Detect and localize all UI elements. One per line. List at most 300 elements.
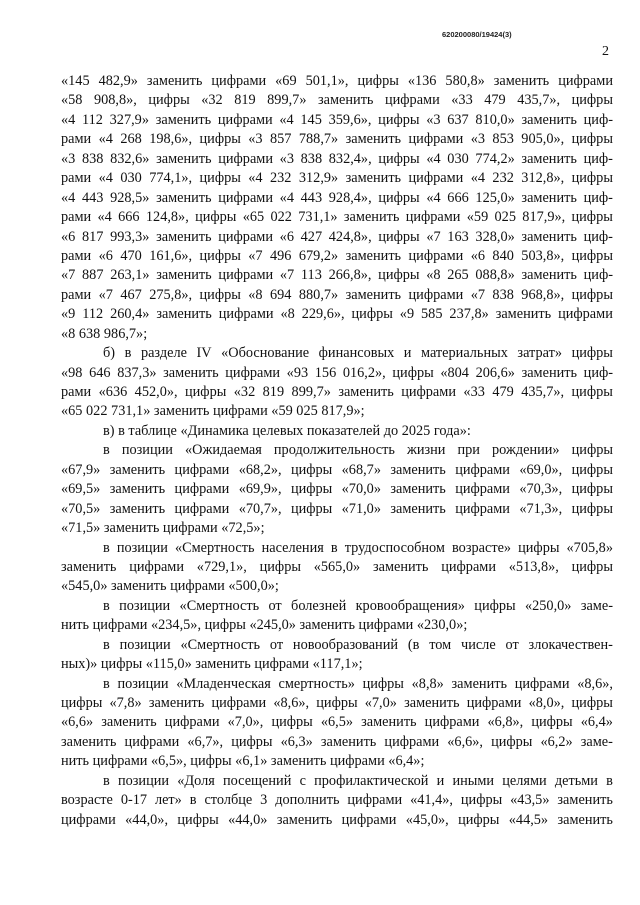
- word: цифры: [259, 558, 301, 575]
- word: «804: [440, 364, 469, 381]
- word: цифрами: [408, 247, 464, 264]
- word: заменить: [155, 111, 212, 128]
- word: позиции: [119, 597, 171, 614]
- word: цифры: [351, 306, 393, 323]
- word: «729,1»,: [196, 558, 247, 575]
- word: 503,8»,: [521, 247, 565, 264]
- word: 229,6»,: [301, 306, 345, 323]
- text-line: [61, 675, 613, 694]
- word: цифры: [316, 695, 358, 711]
- word: заменить: [390, 461, 446, 478]
- word: «145: [61, 73, 90, 89]
- text-line: [61, 364, 613, 383]
- word: «7: [98, 286, 113, 303]
- word: 694: [270, 286, 292, 303]
- word: «33: [463, 384, 485, 400]
- word: цифры: [378, 111, 420, 128]
- word: 899,7»: [291, 384, 331, 400]
- word: материальных: [421, 345, 508, 362]
- word: «68,2»,: [238, 461, 282, 478]
- word: «69,5»: [61, 481, 101, 498]
- word: цифрами: [211, 73, 267, 89]
- word: посещений: [223, 772, 292, 789]
- word: 206,6»: [475, 364, 515, 381]
- word: «8: [280, 306, 295, 323]
- word: цифры: [571, 92, 613, 109]
- word: 501,1»,: [305, 73, 349, 89]
- word: цифрами: [466, 695, 522, 711]
- word: «4: [426, 189, 441, 206]
- word: 496: [270, 247, 292, 264]
- word: «65: [242, 209, 265, 226]
- word: 452,0»,: [134, 384, 178, 400]
- word: 030: [120, 170, 142, 187]
- word: заменить: [101, 714, 157, 731]
- word: «6: [470, 247, 485, 264]
- word: «44,5»: [508, 811, 549, 828]
- word: «70,3»,: [519, 481, 563, 498]
- word: 819: [262, 384, 285, 400]
- word: цифрами: [558, 73, 613, 89]
- word: позиции: [119, 636, 171, 653]
- word: «Доля: [177, 772, 215, 789]
- word: заменить: [521, 228, 577, 245]
- word: заменить: [451, 675, 507, 692]
- word: заменить: [318, 92, 374, 109]
- word: заменить: [109, 500, 166, 517]
- word: 327,9»: [109, 111, 149, 128]
- text-line: [61, 441, 613, 460]
- word: цифрами: [341, 811, 397, 828]
- word: 838: [81, 150, 104, 167]
- word: цифры: [177, 811, 219, 828]
- word: заменить: [345, 131, 402, 148]
- word: «58: [61, 92, 83, 109]
- word: 819: [234, 92, 256, 109]
- word: 479: [484, 92, 506, 109]
- word: «70,5»: [61, 500, 101, 517]
- word: позиции: [117, 772, 170, 789]
- word: цифры: [571, 209, 613, 226]
- word: возрасте: [61, 792, 113, 809]
- word: цифры: [195, 209, 237, 226]
- text-line: [61, 480, 613, 499]
- word: 880,7»: [298, 286, 339, 303]
- word: 482,9»: [98, 73, 138, 89]
- word: заменить: [390, 481, 446, 498]
- word: в: [103, 772, 110, 789]
- word: цифры: [571, 131, 613, 148]
- word: «6: [61, 228, 76, 245]
- word: 666: [118, 209, 140, 226]
- word: «565,0»: [313, 558, 361, 575]
- word: рами: [61, 286, 92, 303]
- word: «43,5»: [510, 792, 550, 809]
- word: цифрами: [558, 306, 613, 323]
- word: 479: [492, 384, 514, 400]
- word: цифры: [357, 73, 399, 89]
- word: 427: [300, 228, 323, 245]
- word: 857: [270, 131, 292, 148]
- word: «45,0»,: [405, 811, 449, 828]
- word: 0-17: [120, 792, 148, 809]
- word: с: [299, 772, 306, 789]
- word: цифрами: [174, 481, 230, 498]
- word: б): [103, 345, 116, 362]
- word: цифры: [474, 597, 516, 614]
- document-body: [61, 72, 613, 830]
- word: заменить: [404, 695, 460, 711]
- word: 112: [82, 111, 103, 128]
- text-line: [61, 791, 613, 810]
- word: «93: [286, 364, 309, 381]
- word: заменить: [557, 811, 613, 828]
- word: заменить: [156, 267, 212, 284]
- word: заменить: [320, 733, 377, 750]
- word: 470: [120, 247, 142, 264]
- word: 232: [270, 170, 292, 187]
- word: цифры: [571, 384, 613, 400]
- word: «8,6»,: [577, 675, 613, 692]
- word: цифрами: [401, 384, 456, 400]
- text-line: [61, 500, 613, 519]
- word: цифрами: [218, 150, 273, 167]
- word: при: [457, 442, 480, 459]
- word: 443: [81, 189, 104, 206]
- text-line: [61, 208, 613, 227]
- word: заменить: [521, 150, 577, 167]
- word: «6: [279, 228, 294, 245]
- word: цифрами: [455, 481, 510, 498]
- word: цифрами: [408, 131, 464, 148]
- word: заменить: [163, 364, 219, 381]
- word: цифрами: [218, 267, 274, 284]
- word: позиции: [117, 675, 169, 692]
- word: цифрами: [218, 306, 274, 323]
- text-line: [61, 266, 613, 285]
- word: цифрами: [129, 558, 185, 575]
- word: 908,8»,: [93, 92, 137, 109]
- word: цифрами: [441, 558, 496, 575]
- word: цифрами: [408, 286, 464, 303]
- word: 968,8»,: [521, 286, 565, 303]
- word: «250,0»: [524, 597, 572, 614]
- word: циф-: [583, 364, 613, 381]
- word: цифры: [362, 675, 404, 692]
- word: «32: [233, 384, 256, 400]
- word: заменить: [372, 558, 429, 575]
- word: в: [103, 636, 110, 653]
- word: рождении»: [492, 442, 560, 459]
- word: цифры: [571, 481, 613, 498]
- word: «7: [426, 228, 441, 245]
- word: 928,4»,: [328, 189, 372, 206]
- word: цифры: [571, 286, 613, 303]
- word: заменить: [345, 247, 402, 264]
- word: возрасте»: [452, 539, 512, 556]
- page-number: 2: [602, 44, 609, 59]
- word: цифры: [571, 461, 613, 478]
- word: цифрами: [347, 792, 403, 809]
- word: «6,7»,: [187, 733, 224, 750]
- word: цифрами: [61, 811, 116, 828]
- word: 424,8»,: [328, 228, 372, 245]
- word: «8,0»,: [528, 695, 565, 711]
- word: в: [189, 792, 197, 809]
- word: цифры: [378, 189, 420, 206]
- word: цифрами: [514, 675, 570, 692]
- word: заменить: [109, 481, 166, 498]
- word: населения: [261, 539, 324, 556]
- word: «Смертность: [174, 539, 255, 556]
- text-line: нить цифрами «6,5», цифры «6,1» заменить цифрами «6,4»;: [61, 753, 425, 770]
- word: цифры: [290, 500, 333, 517]
- word: цифры: [518, 539, 560, 556]
- word: цифры: [571, 558, 613, 575]
- word: трудоспособном: [344, 539, 445, 556]
- word: «Обоснование: [221, 345, 310, 362]
- word: дополнить: [275, 792, 340, 809]
- word: заменить: [493, 73, 550, 89]
- word: «7,0»: [364, 695, 397, 711]
- word: 328,0»: [475, 228, 515, 245]
- word: 260,4»: [110, 306, 150, 323]
- word: цифры: [460, 792, 503, 809]
- text-line: «65 022 731,1» заменить цифрами «59 025 817,9»;: [61, 403, 365, 420]
- word: 774,2»: [475, 150, 515, 167]
- word: цифры: [571, 695, 613, 711]
- word: цифры: [290, 481, 333, 498]
- text-line: [61, 539, 613, 558]
- word: цифрами: [405, 209, 461, 226]
- word: «9: [399, 306, 415, 323]
- word: числе: [461, 636, 496, 653]
- word: цифрами: [225, 364, 281, 381]
- word: заменить: [338, 384, 394, 400]
- word: цифры: [378, 267, 420, 284]
- word: 810,0»: [475, 111, 515, 128]
- word: цифры: [491, 733, 533, 750]
- word: цифры: [271, 714, 313, 731]
- word: целями: [502, 772, 547, 789]
- word: затрат»: [517, 345, 562, 362]
- word: 817: [81, 228, 104, 245]
- word: 837,3»: [117, 364, 157, 381]
- text-line: [61, 150, 613, 169]
- word: цифры: [61, 695, 103, 711]
- word: «71,0»: [341, 500, 381, 517]
- word: 853: [492, 131, 514, 148]
- word: заменить: [345, 286, 402, 303]
- word: «4: [426, 150, 441, 167]
- word: рами: [61, 247, 92, 264]
- word: «9: [61, 306, 76, 323]
- word: позиции: [116, 539, 168, 556]
- word: том: [429, 636, 452, 653]
- word: иными: [452, 772, 495, 789]
- text-line: [61, 733, 613, 752]
- word: цифры: [199, 247, 241, 264]
- word: заменить: [156, 150, 212, 167]
- word: 112: [82, 306, 104, 323]
- word: цифрами: [211, 695, 267, 711]
- word: «4: [98, 131, 113, 148]
- word: от: [269, 636, 284, 653]
- word: «70,0»: [341, 481, 381, 498]
- word: «32: [201, 92, 223, 109]
- text-line: [61, 169, 613, 188]
- word: «44,0»,: [125, 811, 169, 828]
- word: «71,3»,: [519, 500, 563, 517]
- word: от: [268, 597, 282, 614]
- word: «7: [470, 286, 485, 303]
- word: «3: [279, 150, 294, 167]
- word: циф-: [583, 267, 613, 284]
- word: цифры: [199, 170, 241, 187]
- word: рами: [61, 209, 92, 226]
- document-id: 620200080/19424(3): [442, 30, 512, 39]
- word: (в: [407, 636, 420, 653]
- word: новообразований: [292, 636, 399, 653]
- word: «4: [279, 189, 294, 206]
- text-line: «8 638 986,7»;: [61, 325, 148, 342]
- word: заменить: [156, 189, 212, 206]
- word: 022: [270, 209, 292, 226]
- text-line: [61, 461, 613, 480]
- word: заме-: [580, 597, 613, 614]
- word: цифрами: [124, 733, 180, 750]
- word: цифрами: [174, 461, 230, 478]
- word: цифрами: [164, 714, 220, 731]
- word: заменить: [148, 695, 205, 711]
- text-line: «545,0» заменить цифрами «500,0»;: [61, 578, 279, 595]
- word: заменить: [390, 500, 446, 517]
- word: 198,6»,: [149, 131, 193, 148]
- word: «6,3»: [280, 733, 313, 750]
- word: цифрами: [455, 461, 510, 478]
- word: «7,8»: [109, 695, 142, 711]
- text-line: [61, 228, 613, 247]
- word: «69,9»,: [238, 481, 282, 498]
- word: кровообращения»: [355, 597, 465, 614]
- word: финансовых: [318, 345, 395, 362]
- word: цифры: [571, 442, 613, 459]
- word: «Ожидаемая: [184, 442, 262, 459]
- text-line: [61, 772, 613, 791]
- word: 016,2»,: [342, 364, 386, 381]
- word: 467: [120, 286, 142, 303]
- text-line: [61, 383, 613, 402]
- word: рами: [61, 170, 92, 187]
- word: «6,5»: [320, 714, 354, 731]
- word: заменить: [557, 792, 613, 809]
- word: «68,7»: [341, 461, 381, 478]
- word: «Смертность: [179, 597, 260, 614]
- word: «6,6»,: [447, 733, 484, 750]
- word: 832,6»: [110, 150, 150, 167]
- word: заменить: [521, 189, 577, 206]
- word: цифры: [458, 811, 500, 828]
- word: заменить: [345, 170, 402, 187]
- word: цифры: [531, 714, 573, 731]
- word: 088,8»: [475, 267, 515, 284]
- word: «8: [248, 286, 263, 303]
- word: 443: [300, 189, 323, 206]
- word: заме-: [580, 733, 613, 750]
- word: 435,7»,: [517, 92, 561, 109]
- text-line: [61, 558, 613, 577]
- text-line: [61, 344, 613, 363]
- word: «3: [61, 150, 76, 167]
- word: 156: [314, 364, 337, 381]
- word: заменить: [361, 714, 417, 731]
- word: «3: [248, 131, 263, 148]
- word: «6,6»: [61, 714, 94, 731]
- text-line: [61, 636, 613, 655]
- word: «7,0»,: [227, 714, 264, 731]
- word: «Младенческая: [176, 675, 271, 692]
- word: цифрами: [174, 500, 230, 517]
- word: в: [606, 772, 613, 789]
- word: цифрами: [218, 228, 273, 245]
- word: цифры: [148, 92, 190, 109]
- word: цифрами: [384, 733, 440, 750]
- word: «4: [97, 209, 112, 226]
- word: заменить: [146, 73, 203, 89]
- word: 887: [82, 267, 104, 284]
- word: 359,6»,: [328, 111, 372, 128]
- word: циф-: [583, 111, 613, 128]
- word: цифры: [392, 364, 434, 381]
- text-line: [61, 713, 613, 732]
- word: заменить: [521, 267, 577, 284]
- word: 030: [447, 150, 469, 167]
- word: 832,4»,: [328, 150, 372, 167]
- word: IV: [196, 345, 212, 362]
- text-line: [61, 91, 613, 110]
- word: «98: [61, 364, 83, 381]
- text-line: ных)» цифры «115,0» заменить цифрами «117,1»;: [61, 656, 363, 673]
- word: «3: [426, 111, 441, 128]
- word: «6,2»: [540, 733, 573, 750]
- word: 788,7»: [298, 131, 339, 148]
- word: заменить: [156, 228, 212, 245]
- word: 838: [300, 150, 323, 167]
- text-line: [61, 286, 613, 305]
- word: 266,8»,: [328, 267, 372, 284]
- word: 928,5»: [110, 189, 150, 206]
- text-line: нить цифрами «234,5», цифры «245,0» заменить цифрами «230,0»;: [61, 617, 468, 634]
- word: в: [330, 539, 338, 556]
- word: 113: [300, 267, 322, 284]
- word: «67,9»: [61, 461, 101, 478]
- word: «6,8»,: [487, 714, 524, 731]
- word: цифры: [290, 461, 333, 478]
- word: 666: [447, 189, 469, 206]
- word: 817,9»,: [522, 209, 566, 226]
- word: цифры: [571, 247, 613, 264]
- word: 899,7»: [267, 92, 307, 109]
- word: цифрами: [455, 500, 510, 517]
- word: 161,6»,: [149, 247, 193, 264]
- word: 237,8»: [449, 306, 489, 323]
- word: цифрами: [408, 170, 464, 187]
- word: 025: [494, 209, 516, 226]
- text-line: [61, 694, 613, 713]
- word: «6,4»: [580, 714, 613, 731]
- word: 646: [89, 364, 111, 381]
- word: заменить: [521, 364, 578, 381]
